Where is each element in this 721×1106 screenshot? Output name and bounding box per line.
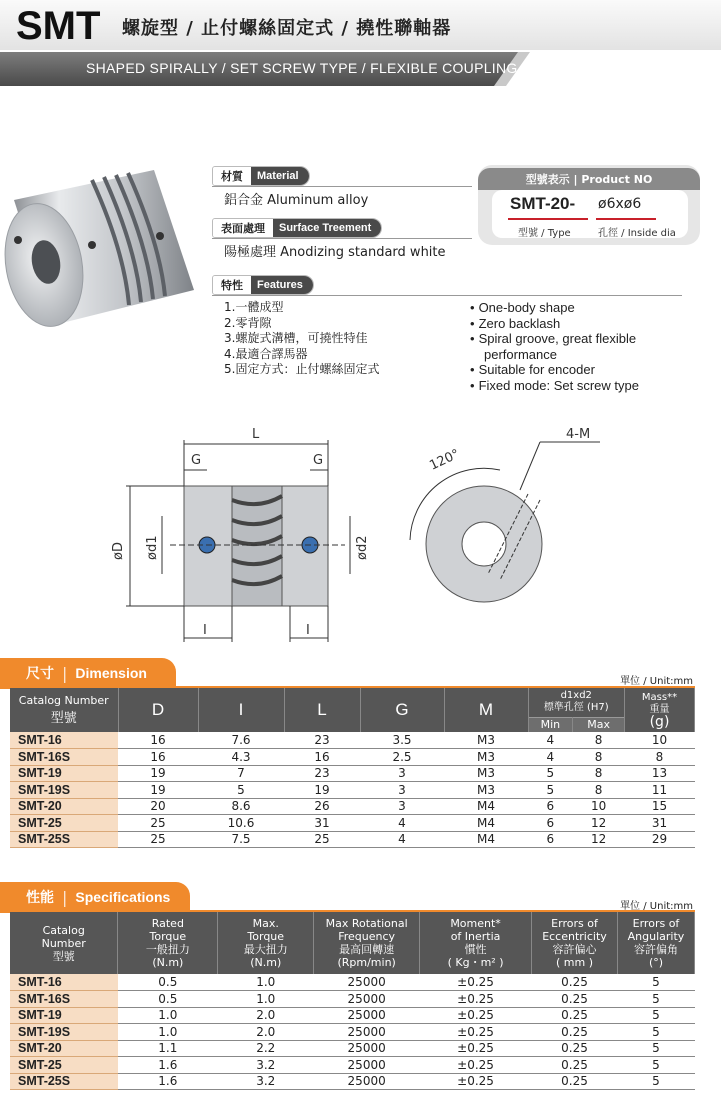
- table-cell: 19: [118, 765, 198, 782]
- feature-en-item: • Suitable for encoder: [470, 362, 639, 378]
- product-bore: ø6xø6: [598, 196, 642, 212]
- col-I: I: [198, 688, 284, 732]
- catalog-number-cell: SMT-19S: [10, 782, 118, 799]
- catalog-number-cell: SMT-25: [10, 815, 118, 832]
- table-cell: ±0.25: [420, 1007, 532, 1024]
- table-cell: 0.25: [532, 1007, 618, 1024]
- catalog-number-cell: SMT-20: [10, 1040, 118, 1057]
- table-cell: 10: [573, 798, 625, 815]
- table-cell: 0.25: [532, 991, 618, 1008]
- table-cell: 2.0: [218, 1024, 314, 1041]
- material-label: 材質 Material: [212, 166, 310, 186]
- table-cell: 6: [528, 831, 573, 848]
- table-cell: 4: [528, 749, 573, 766]
- table-cell: 8: [573, 732, 625, 749]
- table-cell: 25000: [314, 1007, 420, 1024]
- title-zh: 螺旋型 / 止付螺絲固定式 / 撓性聯軸器: [122, 18, 452, 39]
- table-row: [10, 1073, 695, 1090]
- feature-zh-item: 2.零背隙: [224, 315, 272, 330]
- table-cell: 25000: [314, 1057, 420, 1074]
- table-cell: 8: [573, 749, 625, 766]
- table-cell: 23: [284, 732, 360, 749]
- table-cell: 23: [284, 765, 360, 782]
- table-cell: 5: [617, 991, 694, 1008]
- dim-M: 4-M: [566, 427, 591, 442]
- table-cell: ±0.25: [420, 1040, 532, 1057]
- table-cell: 0.25: [532, 1073, 618, 1090]
- table-cell: 3: [360, 798, 444, 815]
- table-cell: 25000: [314, 991, 420, 1008]
- table-cell: 31: [625, 815, 695, 832]
- table-cell: 8: [625, 749, 695, 766]
- product-code: SMT: [16, 4, 101, 48]
- table-cell: 8: [573, 765, 625, 782]
- features-en-list: [470, 300, 639, 393]
- dim-D: øD: [111, 542, 126, 560]
- table-row: [10, 749, 695, 766]
- material-value: 鋁合金 Aluminum alloy: [224, 193, 369, 208]
- table-cell: 29: [625, 831, 695, 848]
- table-cell: M3: [444, 782, 528, 799]
- catalog-number-cell: SMT-19: [10, 1007, 118, 1024]
- table-row: [10, 765, 695, 782]
- table-cell: 1.6: [118, 1073, 218, 1090]
- table-cell: 4: [360, 831, 444, 848]
- table-cell: 0.25: [532, 974, 618, 991]
- table-cell: 25000: [314, 1040, 420, 1057]
- col-L: L: [284, 688, 360, 732]
- product-no-header: 型號表示 | Product NO: [478, 168, 700, 190]
- catalog-number-cell: SMT-16: [10, 732, 118, 749]
- technical-drawing: [0, 420, 721, 650]
- table-cell: 19: [118, 782, 198, 799]
- table-cell: 5: [528, 765, 573, 782]
- table-cell: 5: [617, 1024, 694, 1041]
- table-cell: 7.6: [198, 732, 284, 749]
- table-cell: 16: [118, 749, 198, 766]
- spec-col-header: Rated Torque 一般扭力 (N.m): [118, 912, 218, 974]
- title-en: SHAPED SPIRALLY / SET SCREW TYPE / FLEXIBLE COUPLING: [86, 60, 518, 76]
- table-cell: ±0.25: [420, 991, 532, 1008]
- feature-en-item: • Spiral groove, great flexible: [470, 331, 639, 347]
- table-cell: 0.5: [118, 991, 218, 1008]
- table-cell: 2.0: [218, 1007, 314, 1024]
- col-M: M: [444, 688, 528, 732]
- table-cell: 25: [284, 831, 360, 848]
- table-cell: 8.6: [198, 798, 284, 815]
- table-cell: M3: [444, 765, 528, 782]
- table-row: [10, 1007, 695, 1024]
- dim-I-right: I: [306, 623, 310, 638]
- table-cell: 5: [528, 782, 573, 799]
- dim-L: L: [252, 427, 260, 442]
- table-cell: 7: [198, 765, 284, 782]
- specifications-tab: 性能 | Specifications: [0, 882, 190, 912]
- dia-caption: 孔徑 / Inside dia: [598, 228, 676, 239]
- table-cell: 16: [284, 749, 360, 766]
- table-row: [10, 798, 695, 815]
- table-cell: 3: [360, 765, 444, 782]
- dim-G-left: G: [191, 453, 202, 468]
- table-cell: 0.25: [532, 1040, 618, 1057]
- table-cell: 3.2: [218, 1057, 314, 1074]
- feature-en-item-cont: performance: [484, 346, 557, 362]
- table-cell: 26: [284, 798, 360, 815]
- dimension-tab: 尺寸 | Dimension: [0, 658, 176, 688]
- model-underline: [508, 218, 588, 220]
- table-cell: 0.5: [118, 974, 218, 991]
- table-cell: M4: [444, 831, 528, 848]
- table-cell: 1.6: [118, 1057, 218, 1074]
- table-cell: 7.5: [198, 831, 284, 848]
- table-cell: 5: [617, 1057, 694, 1074]
- surface-value: 陽極處理 Anodizing standard white: [224, 245, 446, 260]
- table-cell: 3.2: [218, 1073, 314, 1090]
- features-label: 特性 Features: [212, 275, 314, 295]
- table-cell: 5: [617, 1040, 694, 1057]
- coupling-photo: [4, 140, 200, 360]
- table-row: [10, 1024, 695, 1041]
- table-cell: 16: [118, 732, 198, 749]
- col-G: G: [360, 688, 444, 732]
- table-cell: ±0.25: [420, 1073, 532, 1090]
- table-cell: 1.0: [118, 1007, 218, 1024]
- table-cell: M3: [444, 732, 528, 749]
- catalog-number-cell: SMT-16S: [10, 991, 118, 1008]
- table-cell: 6: [528, 798, 573, 815]
- table-row: [10, 1040, 695, 1057]
- spec-col-header: Max. Torque 最大扭力 (N.m): [218, 912, 314, 974]
- spec-col-header: Max Rotational Frequency 最高回轉速 (Rpm/min): [314, 912, 420, 974]
- table-cell: 1.0: [218, 974, 314, 991]
- table-cell: 15: [625, 798, 695, 815]
- product-model: SMT-20-: [510, 194, 576, 213]
- table-cell: 5: [617, 1007, 694, 1024]
- col-min: Min: [528, 717, 573, 732]
- table-cell: 25: [118, 831, 198, 848]
- table-cell: 4: [528, 732, 573, 749]
- table-cell: 25000: [314, 974, 420, 991]
- catalog-number-cell: SMT-19S: [10, 1024, 118, 1041]
- spec-col-header: Moment* of Inertia 慣性 ( Kg・m² ): [420, 912, 532, 974]
- feature-zh-item: 1.一體成型: [224, 300, 284, 314]
- catalog-number-cell: SMT-20: [10, 798, 118, 815]
- table-cell: 25000: [314, 1024, 420, 1041]
- table-cell: 2.2: [218, 1040, 314, 1057]
- col-catalog: Catalog Number 型號: [10, 688, 118, 732]
- dim-G-right: G: [313, 453, 324, 468]
- col-bore: d1xd2 標準孔徑 (H7): [528, 688, 625, 717]
- table-cell: 0.25: [532, 1057, 618, 1074]
- col-mass: Mass** 重量 (g): [625, 688, 695, 732]
- feature-zh-item: 5.固定方式：止付螺絲固定式: [224, 362, 380, 376]
- dim-d2: ød2: [355, 535, 370, 560]
- spec-col-header: Errors of Angularity 容許偏角 (°): [617, 912, 694, 974]
- table-cell: 10: [625, 732, 695, 749]
- table-cell: ±0.25: [420, 974, 532, 991]
- table-row: [10, 831, 695, 848]
- bore-underline: [596, 218, 656, 220]
- catalog-number-cell: SMT-19: [10, 765, 118, 782]
- feature-en-item: • One-body shape: [470, 300, 639, 316]
- table-row: [10, 1057, 695, 1074]
- table-cell: 8: [573, 782, 625, 799]
- dim-angle: 120°: [427, 446, 463, 474]
- table-cell: M3: [444, 749, 528, 766]
- surface-label: 表面處理 Surface Treement: [212, 218, 382, 238]
- table-cell: 20: [118, 798, 198, 815]
- dimension-table: [10, 688, 695, 848]
- table-cell: 10.6: [198, 815, 284, 832]
- table-cell: 25000: [314, 1073, 420, 1090]
- dim-d1: ød1: [145, 535, 160, 560]
- catalog-number-cell: SMT-16: [10, 974, 118, 991]
- dim-I-left: I: [203, 623, 207, 638]
- table-cell: 3: [360, 782, 444, 799]
- table-cell: 1.0: [118, 1024, 218, 1041]
- table-row: [10, 782, 695, 799]
- spec-col-header: Errors of Eccentricity 容許偏心 ( mm ): [532, 912, 618, 974]
- table-cell: ±0.25: [420, 1024, 532, 1041]
- type-caption: 型號 / Type: [518, 228, 571, 239]
- features-zh-list: [224, 300, 379, 378]
- table-cell: 1.1: [118, 1040, 218, 1057]
- table-cell: 11: [625, 782, 695, 799]
- table-row: [10, 732, 695, 749]
- table-row: [10, 974, 695, 991]
- catalog-number-cell: SMT-16S: [10, 749, 118, 766]
- table-cell: 12: [573, 831, 625, 848]
- table-cell: 0.25: [532, 1024, 618, 1041]
- table-cell: 6: [528, 815, 573, 832]
- table-row: [10, 991, 695, 1008]
- feature-en-item: • Zero backlash: [470, 316, 639, 332]
- table-cell: 19: [284, 782, 360, 799]
- table-cell: 5: [617, 974, 694, 991]
- table-cell: 4.3: [198, 749, 284, 766]
- catalog-number-cell: SMT-25S: [10, 831, 118, 848]
- table-cell: 13: [625, 765, 695, 782]
- table-cell: 2.5: [360, 749, 444, 766]
- feature-en-item: • Fixed mode: Set screw type: [470, 378, 639, 394]
- feature-zh-item: 4.最適合譯馬器: [224, 346, 308, 361]
- dimension-unit: 單位 / Unit:mm: [620, 676, 693, 687]
- table-cell: 3.5: [360, 732, 444, 749]
- spec-col-header: Catalog Number 型號: [10, 912, 118, 974]
- table-cell: ±0.25: [420, 1057, 532, 1074]
- table-cell: 5: [198, 782, 284, 799]
- col-max: Max: [573, 717, 625, 732]
- table-cell: 5: [617, 1073, 694, 1090]
- specifications-table: [10, 912, 695, 1090]
- table-cell: M4: [444, 798, 528, 815]
- catalog-number-cell: SMT-25S: [10, 1073, 118, 1090]
- catalog-number-cell: SMT-25: [10, 1057, 118, 1074]
- specifications-unit: 單位 / Unit:mm: [620, 901, 693, 912]
- feature-zh-item: 3.螺旋式溝槽，可撓性特佳: [224, 331, 368, 345]
- table-cell: 31: [284, 815, 360, 832]
- col-D: D: [118, 688, 198, 732]
- table-cell: 1.0: [218, 991, 314, 1008]
- table-cell: 12: [573, 815, 625, 832]
- table-cell: M4: [444, 815, 528, 832]
- table-cell: 25: [118, 815, 198, 832]
- table-cell: 4: [360, 815, 444, 832]
- table-row: [10, 815, 695, 832]
